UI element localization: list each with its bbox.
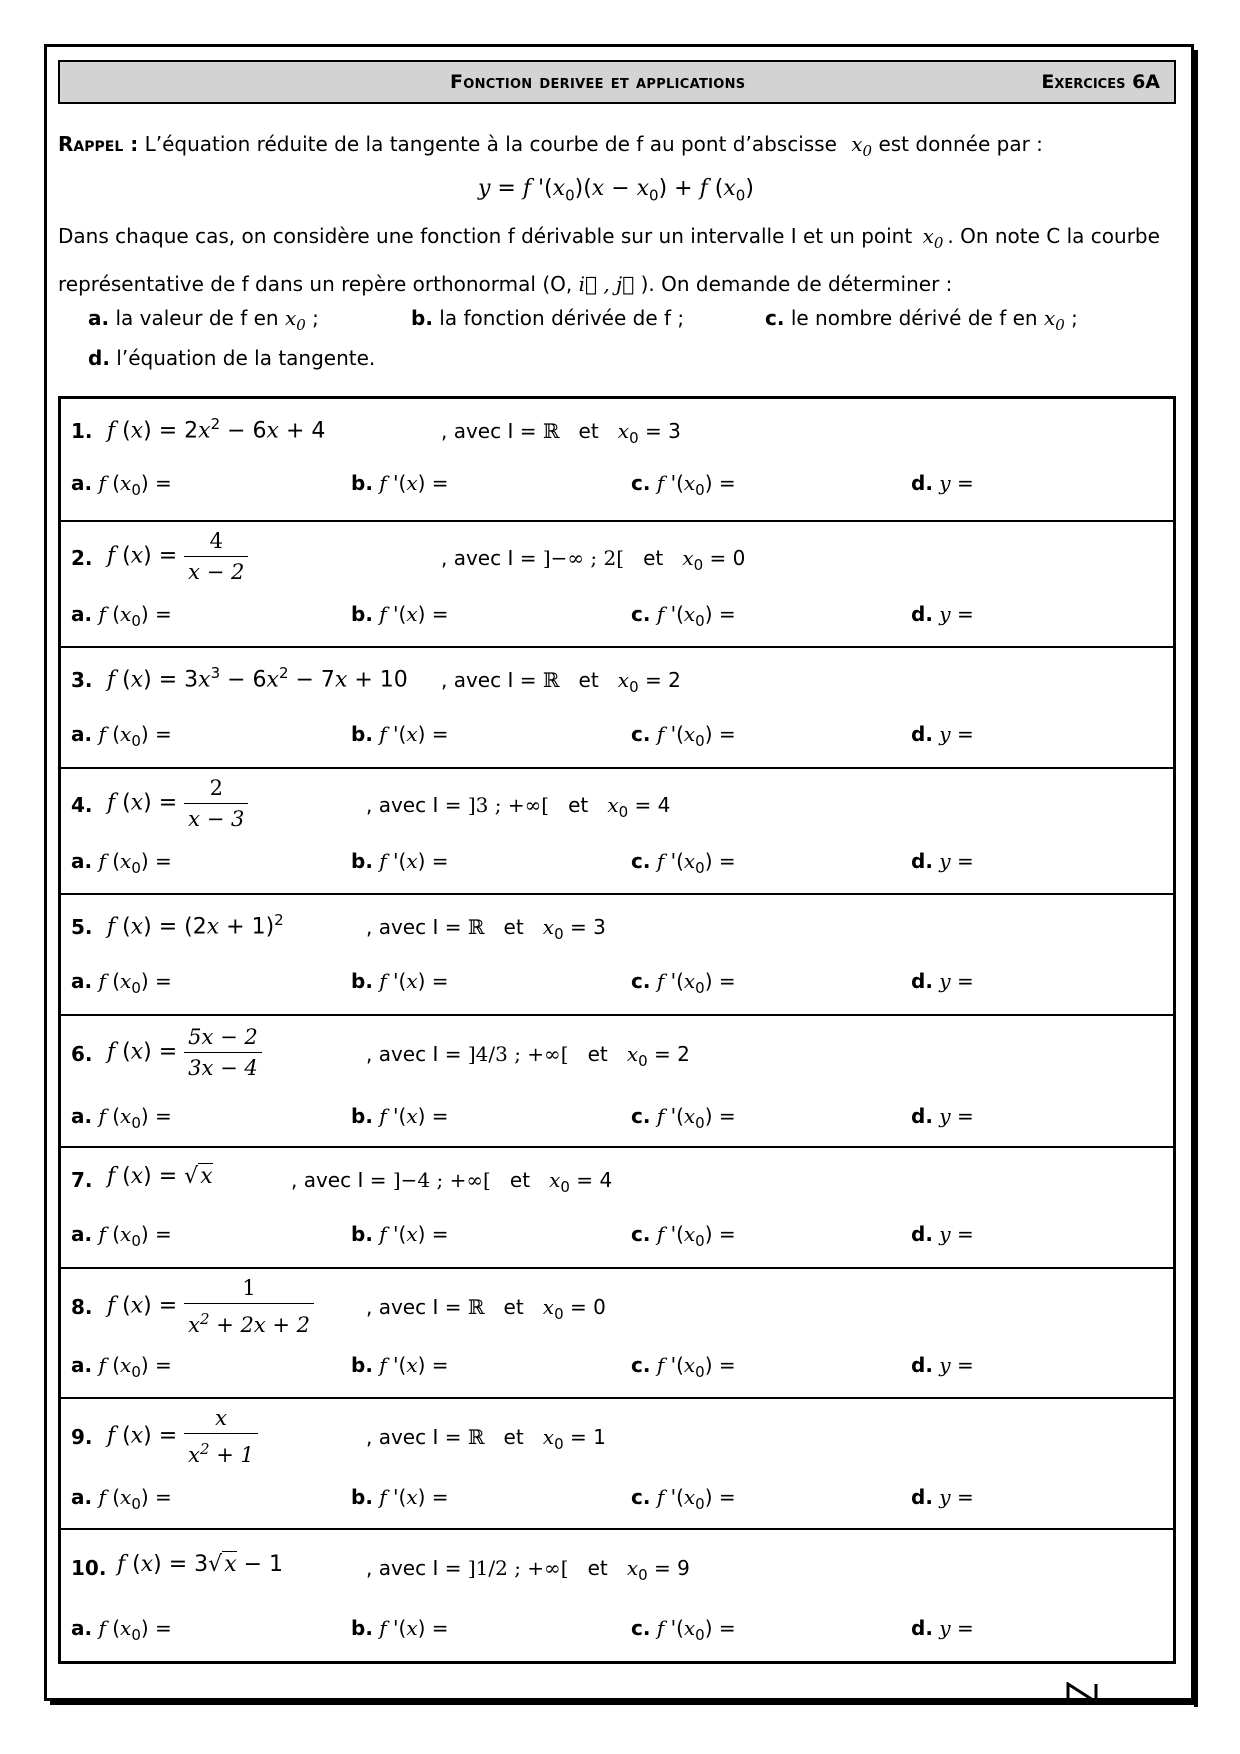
exercise-row: 1. f $(x) = 2x^2 - 6x + 4$ , avec I = ℝ et $x_0 = 3$ a. f $(x_0)$ = b. f '(x) = c. f '$(x_0)$ = d. y = (61, 399, 1173, 522)
tangent-formula: y = f '$(x_0)(x - x_0) + f$ $(x_0)$ (478, 176, 754, 205)
exercise-row: 3. f $(x) = 3x^3 - 6x^2 - 7x + 10$ , avec I = ℝ et $x_0 = 2$ a. f $(x_0)$ = b. f '(x) = c. f '$(x_0)$ = d. y = (61, 648, 1173, 769)
exercise-row: 10. f (x) = 3√x − 1 , avec I = ]1/2 ; +∞[ et $x_0 = 9$ a. f $(x_0)$ = b. f '(x) = c. f '$(x_0)$ = d. y = (71, 1552, 974, 1644)
rappel-text: L’équation réduite de la tangente à la courbe de f au pont d’abscisse (144, 132, 837, 156)
intro-item-d: d. l’équation de la tangente. (88, 346, 376, 370)
rappel-label: Rappel : (58, 132, 139, 156)
exercise-row: 8. f (x) = $\frac{1}{x^2 + 2x + 2}$ , avec I = ℝ et $x_0 = 0$ a. f $(x_0)$ = b. f '(x) = c. f '$(x_0)$ = d. y = (61, 1269, 1173, 1399)
intro-item-a: a. la valeur de f en $x_0$ ; (88, 306, 319, 334)
exercise-row: 5. f $(x) = (2x + 1)^2$ , avec I = ℝ et $x_0 = 3$ a. f $(x_0)$ = b. f '(x) = c. f '$(x_0)$ = d. y = (61, 895, 1173, 1016)
exercise-row: 2. f (x) = $\frac{4}{x - 2}$ , avec I = ]−∞ ; 2[ et $x_0 = 0$ a. f $(x_0)$ = b. f '(x) = c. f '$(x_0)$ = d. y = (61, 522, 1173, 648)
exercise-row: 7. f (x) = √x , avec I = ]−4 ; +∞[ et $x_0 = 4$ a. f $(x_0)$ = b. f '(x) = c. f '$(x_0)$ = d. y = (61, 1148, 1173, 1269)
frame-shadow-right (1194, 50, 1198, 1707)
intro-item-c: c. le nombre dérivé de f en $x_0$ ; (765, 306, 1078, 334)
header-title: Fonction derivee et applications (450, 71, 746, 93)
rappel-text-end: est donnée par : (878, 132, 1043, 156)
intro-item-b: b. la fonction dérivée de f ; (411, 306, 685, 330)
header-bar (58, 60, 1176, 104)
exercise-row: 6. f (x) = $\frac{5x - 2}{3x - 4}$ , avec I = ]4/3 ; +∞[ et $x_0 = 2$ a. f $(x_0)$ = b. f '(x) = c. f '$(x_0)$ = d. y = (61, 1016, 1173, 1148)
exercise-row: 4. f (x) = $\frac{2}{x - 3}$ , avec I = ]3 ; +∞[ et $x_0 = 4$ a. f $(x_0)$ = b. f '(x) = c. f '$(x_0)$ = d. y = (61, 769, 1173, 895)
page-corner-mark (1066, 1682, 1100, 1704)
header-exercise-label: Exercices 6A (1041, 71, 1160, 93)
frame-shadow-bottom (50, 1701, 1198, 1705)
exercise-row: 9. f (x) = $\frac{x}{x^2 + 1}$ , avec I = ℝ et $x_0 = 1$ a. f $(x_0)$ = b. f '(x) = c. f '$(x_0)$ = d. y = (61, 1399, 1173, 1530)
rappel-line: Rappel : L’équation réduite de la tangente à la courbe de f au pont d’abscisse $x_0$ est donnée par : (58, 132, 1043, 160)
intro-line-1: Dans chaque cas, on considère une fonction f dérivable sur un intervalle I et un point $x_0$ . On note C la courbe (58, 224, 1160, 252)
intro-line-2: représentative de f dans un repère orthonormal (O, i⃗ , j⃗ ). On demande de déterminer : (58, 272, 953, 296)
exercise-table (58, 396, 1176, 1664)
